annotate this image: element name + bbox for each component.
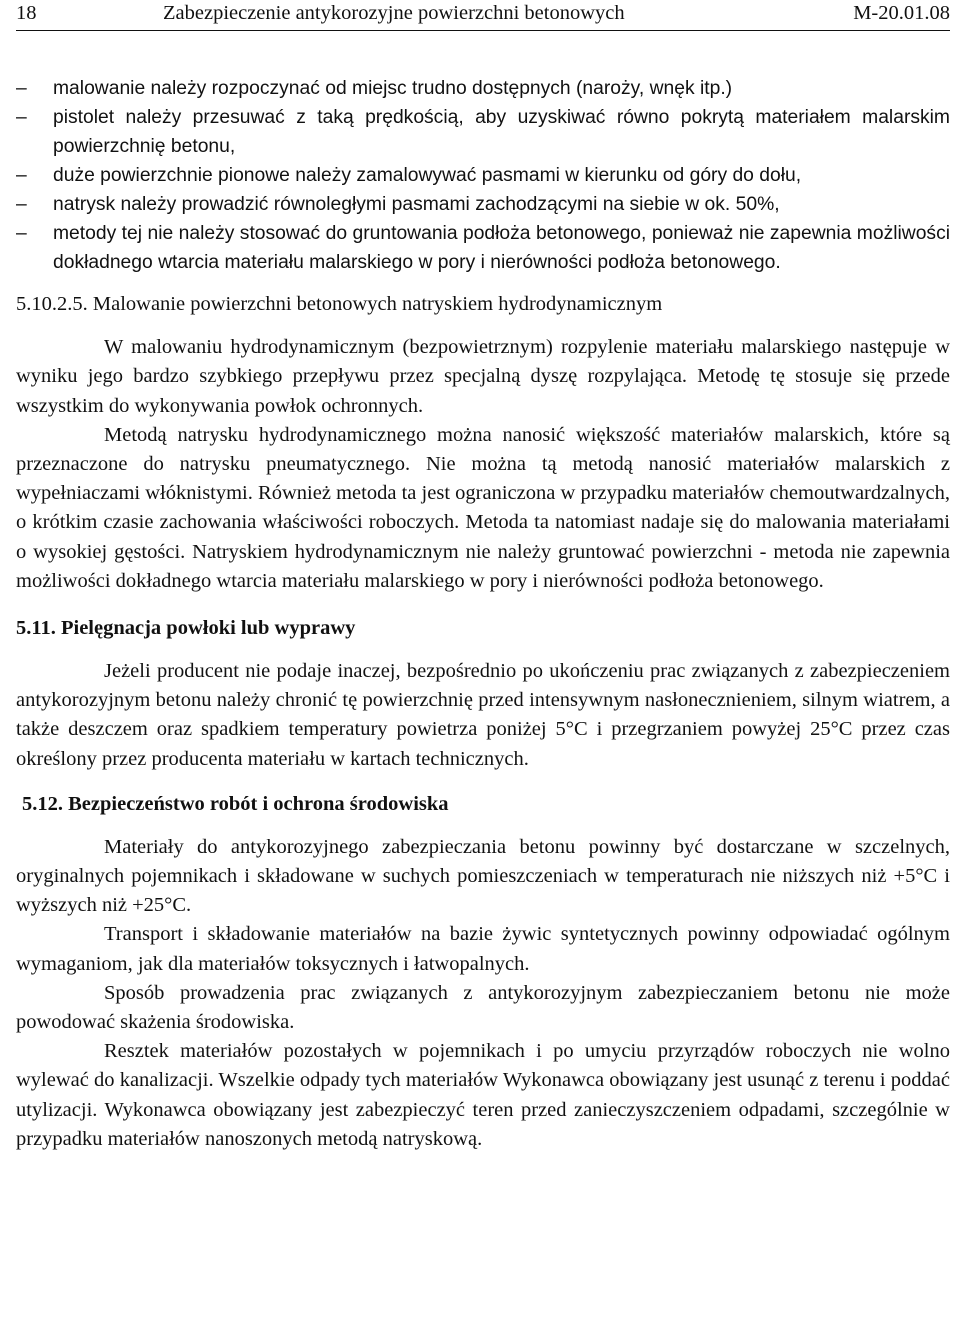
dash-bullet: – xyxy=(16,107,27,128)
paragraph: Resztek materiałów pozostałych w pojemnikach i po umyciu przyrządów roboczych nie wolno wylewać do kanalizacji. Wszelkie odpady tych materiałów Wykonawca obowiązany jest usunąć z terenu i poddać utylizacji. Wykonawca obowiązany jest zabezpieczyć teren przed zanieczyszczeniem odpadami, szczególnie w przypadku materiałów nanoszonych metodą natryskową. xyxy=(16,1040,950,1150)
document-page xyxy=(16,0,950,1154)
list-item-text: natrysk należy prowadzić równoległymi pasmami zachodzącymi na siebie w ok. 50%, xyxy=(53,194,780,215)
page-number: 18 xyxy=(16,2,37,24)
section-heading-5-11: 5.11. Pielęgnacja powłoki lub wyprawy xyxy=(16,617,356,640)
section-heading-5-10-2-5: 5.10.2.5. Malowanie powierzchni betonowych natryskiem hydrodynamicznym xyxy=(16,293,663,315)
instruction-list xyxy=(16,74,950,277)
paragraph: Sposób prowadzenia prac związanych z antykorozyjnym zabezpieczaniem betonu nie może powodować skażenia środowiska. xyxy=(16,981,950,1034)
paragraph: W malowaniu hydrodynamicznym (bezpowietrznym) rozpylenie materiału malarskiego następuje w wyniku jego bardzo szybkiego przepływu przez specjalną dyszę rozpylająca. Metodę tę stosuje się przede wszystkim do wykonywania powłok ochronnych. xyxy=(16,336,950,417)
paragraph: Materiały do antykorozyjnego zabezpieczania betonu powinny być dostarczane w szczelnych, oryginalnych pojemnikach i składowane w suchych pomieszczeniach w temperaturach nie niższych niż +5°C i wyższych niż +25°C. xyxy=(16,835,950,917)
list-item xyxy=(16,219,950,277)
list-item xyxy=(16,74,950,103)
header-title: Zabezpieczenie antykorozyjne powierzchni betonowych xyxy=(163,2,625,24)
document-code: M-20.01.08 xyxy=(853,2,950,24)
list-item xyxy=(16,161,950,190)
paragraph: Transport i składowanie materiałów na bazie żywic syntetycznych powinny odpowiadać ogólnym wymaganiom, jak dla materiałów toksycznych i łatwopalnych. xyxy=(16,923,950,975)
dash-bullet: – xyxy=(16,223,27,244)
list-item xyxy=(16,190,950,219)
page-header xyxy=(16,0,950,31)
dash-bullet: – xyxy=(16,165,27,186)
dash-bullet: – xyxy=(16,78,27,99)
list-item xyxy=(16,103,950,161)
list-item-text: pistolet należy przesuwać z taką prędkością, aby uzyskiwać równo pokrytą materiałem malarskim powierzchnię betonu, xyxy=(53,107,950,157)
list-item-text: duże powierzchnie pionowe należy zamalowywać pasmami w kierunku od góry do dołu, xyxy=(53,165,802,186)
list-item-text: malowanie należy rozpoczynać od miejsc trudno dostępnych (naroży, wnęk itp.) xyxy=(53,78,733,99)
list-item-text: metody tej nie należy stosować do gruntowania podłoża betonowego, ponieważ nie zapewnia możliwości dokładnego wtarcia materiału malarskiego w pory i nierówności podłoża betonowego. xyxy=(53,223,950,273)
dash-bullet: – xyxy=(16,194,27,215)
paragraph: Jeżeli producent nie podaje inaczej, bezpośrednio po ukończeniu prac związanych z zabezpieczeniem antykorozyjnym betonu należy chronić tę powierzchnię przed intensywnym nasłonecznieniem, silnym wiatrem, a także deszczem oraz spadkiem temperatury powietrza poniżej 5°C i przegrzaniem powyżej 25°C przez czas określony przez producenta materiału w kartach technicznych. xyxy=(16,660,950,770)
paragraph: Metodą natrysku hydrodynamicznego można nanosić większość materiałów malarskich, które są przeznaczone do natrysku pneumatycznego. Nie można tą metodą nanosić materiałów malarskich z wypełniaczami włóknistymi. Również metoda ta jest ograniczona w przypadku materiałów chemoutwardzalnych, o krótkim czasie zachowania właściwości roboczych. Metoda ta natomiast nadaje się do malowania materiałami o wysokiej gęstości. Natryskiem hydrodynamicznym nie należy gruntować powierzchni - metoda nie zapewnia możliwości dokładnego wtarcia materiału malarskiego w pory i nierówności podłoża betonowego. xyxy=(16,423,950,592)
section-heading-5-12: 5.12. Bezpieczeństwo robót i ochrona środowiska xyxy=(22,792,449,815)
